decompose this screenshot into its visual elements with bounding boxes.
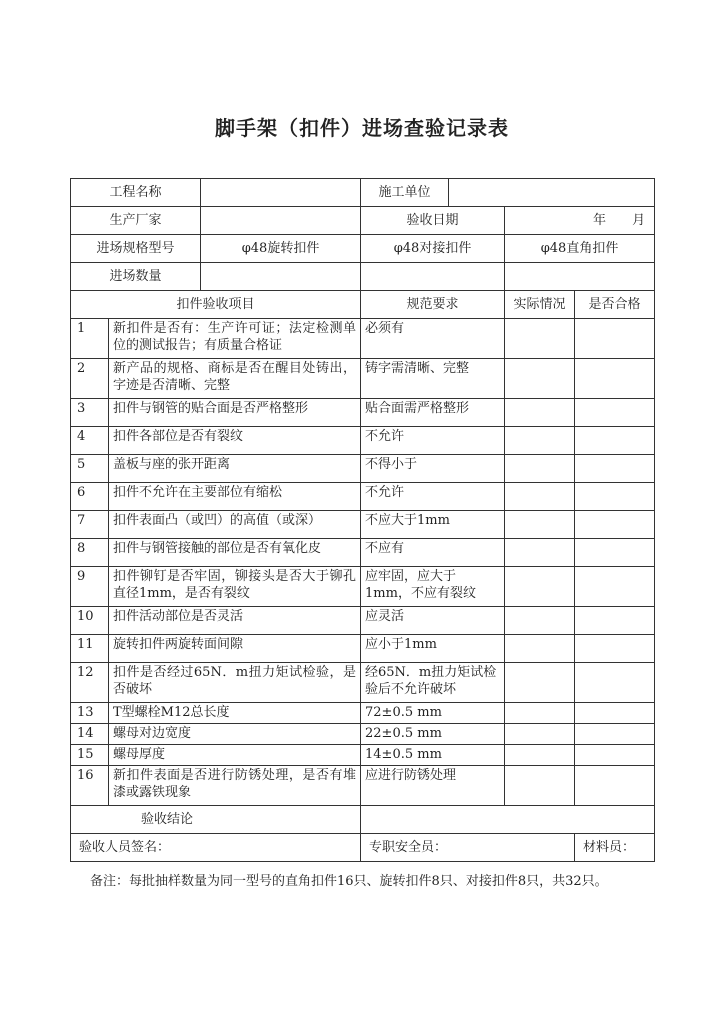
row-requirement-cell (361, 455, 505, 483)
row-item: 扣件活动部位是否灵活 (109, 607, 361, 635)
acceptance-date-field[interactable] (505, 207, 655, 235)
row-actual-cell[interactable] (505, 427, 575, 455)
row-qualified-cell[interactable] (575, 703, 655, 724)
safety-officer-signature[interactable]: 专职安全员： (361, 834, 575, 862)
actual-column-header: 实际情况 (505, 291, 575, 319)
table-row (71, 539, 655, 567)
manufacturer-row (71, 207, 655, 235)
row-qualified-cell[interactable] (575, 455, 655, 483)
table-row (71, 359, 655, 399)
row-actual-cell[interactable] (505, 766, 575, 806)
row-requirement: 72±0.5 mm (361, 703, 505, 724)
row-qualified-cell[interactable] (575, 427, 655, 455)
table-row (71, 511, 655, 539)
row-item: 扣件与钢管接触的部位是否有氧化皮 (109, 539, 361, 567)
table-row (71, 427, 655, 455)
row-qualified-cell[interactable] (575, 511, 655, 539)
row-item: 新扣件是否有：生产许可证；法定检测单位的测试报告；有质量合格证 (109, 319, 361, 359)
row-qualified-cell[interactable] (575, 539, 655, 567)
manufacturer-field[interactable] (201, 207, 361, 235)
row-actual-cell[interactable] (505, 724, 575, 745)
row-qualified-cell[interactable] (575, 399, 655, 427)
table-row (71, 319, 655, 359)
conclusion-row (71, 806, 655, 834)
row-number: 16 (71, 766, 109, 806)
spec-value: φ48旋转扣件 (201, 235, 361, 263)
row-requirement: 不允许 (361, 483, 505, 511)
row-requirement: 不应有 (361, 539, 505, 567)
month-label: 月 (632, 213, 646, 228)
row-actual-cell[interactable] (505, 483, 575, 511)
row-requirement: 22±0.5 mm (361, 724, 505, 745)
row-actual-cell[interactable] (505, 567, 575, 607)
quantity-field[interactable] (201, 263, 361, 291)
project-row (71, 179, 655, 207)
manufacturer-label: 生产厂家 (71, 207, 201, 235)
row-qualified-cell[interactable] (575, 607, 655, 635)
project-name-label: 工程名称 (71, 179, 201, 207)
construction-unit-field[interactable] (449, 179, 655, 207)
row-item: 新产品的规格、商标是否在醒目处铸出，字迹是否清晰、完整 (109, 359, 361, 399)
table-row (71, 399, 655, 427)
requirement-char: 不得小于 (365, 457, 418, 472)
item-column-header: 扣件验收项目 (71, 291, 361, 319)
table-row (71, 607, 655, 635)
row-qualified-cell[interactable] (575, 359, 655, 399)
row-actual-cell[interactable] (505, 635, 575, 663)
row-number: 8 (71, 539, 109, 567)
row-actual-cell[interactable] (505, 745, 575, 766)
quantity-row (71, 263, 655, 291)
row-number: 5 (71, 455, 109, 483)
row-actual-cell[interactable] (505, 607, 575, 635)
conclusion-label: 验收结论 (71, 806, 361, 834)
acceptance-date-label: 验收日期 (361, 207, 505, 235)
row-requirement: 应牢固，应大于1mm，不应有裂纹 (361, 567, 505, 607)
row-requirement: 应灵活 (361, 607, 505, 635)
row-actual-cell[interactable] (505, 319, 575, 359)
footnote: 备注：每批抽样数量为同一型号的直角扣件16只、旋转扣件8只、对接扣件8只，共32只。 (90, 874, 608, 889)
row-qualified-cell[interactable] (575, 567, 655, 607)
row-item: 盖板与座的张开距离 (109, 455, 361, 483)
row-item: 扣件不允许在主要部位有缩松 (109, 483, 361, 511)
inspection-table (70, 178, 655, 862)
row-requirement: 铸字需清晰、完整 (361, 359, 505, 399)
signature-row (71, 834, 655, 862)
row-qualified-cell[interactable] (575, 483, 655, 511)
row-qualified-cell[interactable] (575, 319, 655, 359)
row-number: 1 (71, 319, 109, 359)
row-number: 9 (71, 567, 109, 607)
row-qualified-cell[interactable] (575, 724, 655, 745)
row-item: 扣件是否经过65N．m扭力矩试检验，是否破坏 (109, 663, 361, 703)
table-row (71, 483, 655, 511)
row-requirement: 14±0.5 mm (361, 745, 505, 766)
document-title: 脚手架（扣件）进场查验记录表 (215, 116, 509, 140)
row-qualified-cell[interactable] (575, 766, 655, 806)
row-number: 6 (71, 483, 109, 511)
row-number: 14 (71, 724, 109, 745)
table-row (71, 745, 655, 766)
table-row (71, 766, 655, 806)
row-actual-cell[interactable] (505, 455, 575, 483)
table-row (71, 635, 655, 663)
row-item: 扣件铆钉是否牢固，铆接头是否大于铆孔直径1mm，是否有裂纹 (109, 567, 361, 607)
row-qualified-cell[interactable] (575, 635, 655, 663)
row-requirement: 不允许 (361, 427, 505, 455)
row-requirement: 必须有 (361, 319, 505, 359)
row-item: 扣件各部位是否有裂纹 (109, 427, 361, 455)
row-item: 螺母厚度 (109, 745, 361, 766)
conclusion-field[interactable] (361, 806, 655, 834)
project-name-field[interactable] (201, 179, 361, 207)
spec-value: φ48对接扣件 (361, 235, 505, 263)
row-requirement: 不应大于1mm (361, 511, 505, 539)
row-actual-cell[interactable] (505, 703, 575, 724)
quantity-field-3[interactable] (505, 263, 655, 291)
table-row (71, 703, 655, 724)
table-row (71, 455, 655, 483)
row-number: 7 (71, 511, 109, 539)
row-requirement: 应小于1mm (361, 635, 505, 663)
row-qualified-cell[interactable] (575, 663, 655, 703)
table-row (71, 663, 655, 703)
row-number: 3 (71, 399, 109, 427)
row-item: 扣件与钢管的贴合面是否严格整形 (109, 399, 361, 427)
row-requirement: 应进行防锈处理 (361, 766, 505, 806)
row-number: 4 (71, 427, 109, 455)
inspector-signature[interactable]: 验收人员签名： (71, 834, 361, 862)
construction-unit-label: 施工单位 (361, 179, 449, 207)
row-actual-cell[interactable] (505, 539, 575, 567)
row-item: T型螺栓M12总长度 (109, 703, 361, 724)
row-number: 10 (71, 607, 109, 635)
column-header-row (71, 291, 655, 319)
row-number: 15 (71, 745, 109, 766)
table-row (71, 724, 655, 745)
year-label: 年 (593, 213, 607, 228)
row-actual-cell[interactable] (505, 399, 575, 427)
row-actual-cell[interactable] (505, 359, 575, 399)
spec-row (71, 235, 655, 263)
material-officer-signature[interactable]: 材料员： (575, 834, 655, 862)
row-requirement: 经65N．m扭力矩试检验后不允许破坏 (361, 663, 505, 703)
row-item: 螺母对边宽度 (109, 724, 361, 745)
spec-label: 进场规格型号 (71, 235, 201, 263)
row-number: 12 (71, 663, 109, 703)
row-requirement: 贴合面需严格整形 (361, 399, 505, 427)
qualified-column-header: 是否合格 (575, 291, 655, 319)
row-item: 旋转扣件两旋转面间隙 (109, 635, 361, 663)
row-actual-cell[interactable] (505, 663, 575, 703)
row-number: 11 (71, 635, 109, 663)
spec-value: φ48直角扣件 (505, 235, 655, 263)
row-number: 13 (71, 703, 109, 724)
requirement-column-header: 规范要求 (361, 291, 505, 319)
row-qualified-cell[interactable] (575, 745, 655, 766)
quantity-label: 进场数量 (71, 263, 201, 291)
row-number: 2 (71, 359, 109, 399)
row-item: 扣件表面凸（或凹）的高值（或深） (109, 511, 361, 539)
row-actual-cell[interactable] (505, 511, 575, 539)
row-requirement (365, 456, 500, 473)
quantity-field-2[interactable] (361, 263, 505, 291)
row-item: 新扣件表面是否进行防锈处理，是否有堆漆或露铁现象 (109, 766, 361, 806)
table-row (71, 567, 655, 607)
